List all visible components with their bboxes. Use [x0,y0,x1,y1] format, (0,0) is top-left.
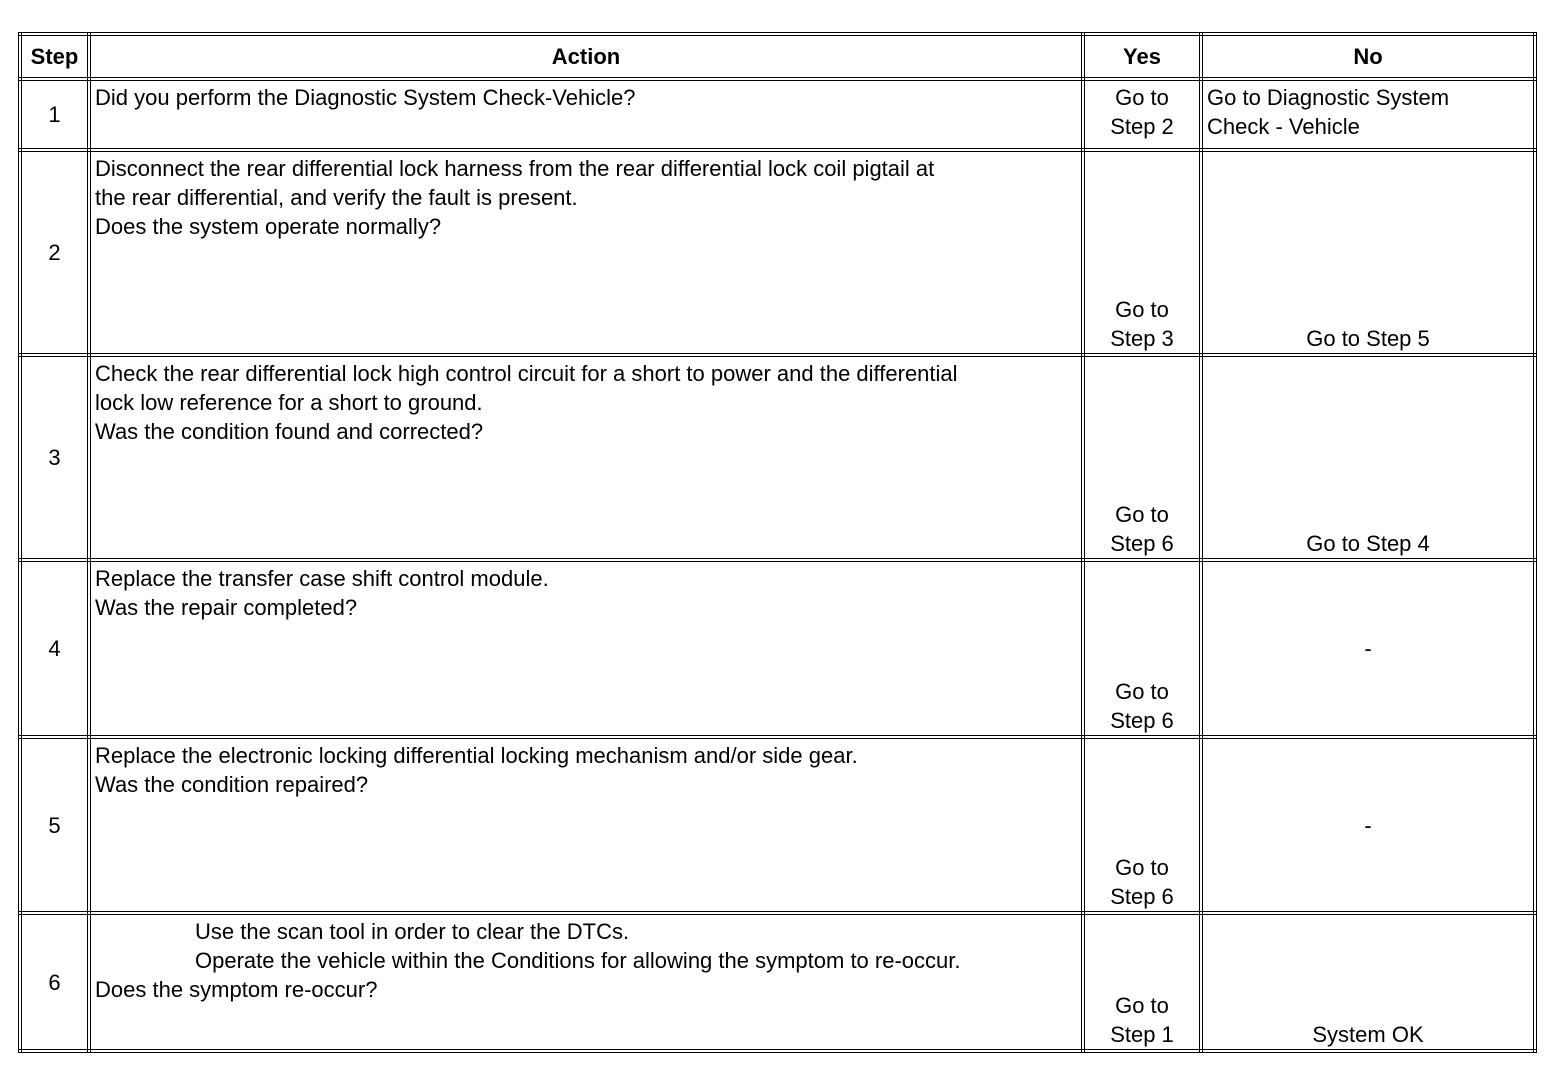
action-text: Did you perform the Diagnostic System Check-Vehicle? [95,85,636,110]
step-number: 2 [20,150,89,355]
action-text: Replace the transfer case shift control module. [95,566,549,591]
table-row [20,79,1535,150]
action-text: Use the scan tool in order to clear the DTCs. [195,919,630,944]
action-text: lock low reference for a short to ground. [95,390,483,415]
action-question: Does the symptom re-occur? [95,977,378,1002]
yes-cell [1083,737,1201,913]
no-cell [1201,355,1535,560]
no-line: Go to Diagnostic System [1207,85,1450,110]
yes-line: Step 2 [1110,114,1174,139]
action-question: Does the system operate normally? [95,214,442,239]
step-number: 6 [20,913,89,1051]
step-number: 3 [20,355,89,560]
yes-cell [1083,913,1201,1051]
yes-line: Go to [1115,85,1169,110]
table-row [20,560,1535,737]
no-cell [1201,560,1535,737]
header-step: Step [20,34,89,79]
action-question: Was the condition repaired? [95,772,369,797]
header-yes: Yes [1083,34,1201,79]
no-cell [1201,737,1535,913]
step-number: 1 [20,79,89,150]
table-row [20,355,1535,560]
table-row [20,737,1535,913]
step-number: 5 [20,737,89,913]
no-line: - [1364,636,1372,661]
no-line: Go to Step 5 [1306,326,1430,351]
no-line: System OK [1312,1022,1424,1047]
yes-line: Step 3 [1110,326,1174,351]
action-cell [89,913,1083,1051]
action-question: Was the condition found and corrected? [95,419,484,444]
no-cell [1201,913,1535,1051]
header-action: Action [89,34,1083,79]
action-cell [89,150,1083,355]
yes-line: Step 6 [1110,708,1174,733]
action-text: Disconnect the rear differential lock harness from the rear differential lock coil pigtail at [95,156,935,181]
action-cell [89,355,1083,560]
diagnostic-table [18,32,1537,1053]
action-text: the rear differential, and verify the fault is present. [95,185,578,210]
yes-line: Go to [1115,679,1169,704]
yes-cell [1083,355,1201,560]
header-no: No [1201,34,1535,79]
action-cell [89,737,1083,913]
yes-cell [1083,150,1201,355]
yes-line: Go to [1115,297,1169,322]
no-cell [1201,150,1535,355]
yes-line: Step 1 [1110,1022,1174,1047]
yes-line: Go to [1115,502,1169,527]
step-number: 4 [20,560,89,737]
action-cell [89,79,1083,150]
no-line: Go to Step 4 [1306,531,1430,556]
action-text: Operate the vehicle within the Conditions for allowing the symptom to re-occur. [195,948,961,973]
no-line: Check - Vehicle [1207,114,1360,139]
no-cell [1201,79,1535,150]
yes-line: Step 6 [1110,884,1174,909]
yes-line: Step 6 [1110,531,1174,556]
yes-cell [1083,560,1201,737]
action-text: Replace the electronic locking differential locking mechanism and/or side gear. [95,743,858,768]
no-line: - [1364,812,1372,838]
action-text: Check the rear differential lock high control circuit for a short to power and the differential [95,361,958,386]
action-cell [89,560,1083,737]
table-row [20,913,1535,1051]
action-question: Was the repair completed? [95,595,358,620]
yes-cell [1083,79,1201,150]
table-row [20,150,1535,355]
yes-line: Go to [1115,855,1169,880]
header-row [20,34,1535,79]
yes-line: Go to [1115,993,1169,1018]
